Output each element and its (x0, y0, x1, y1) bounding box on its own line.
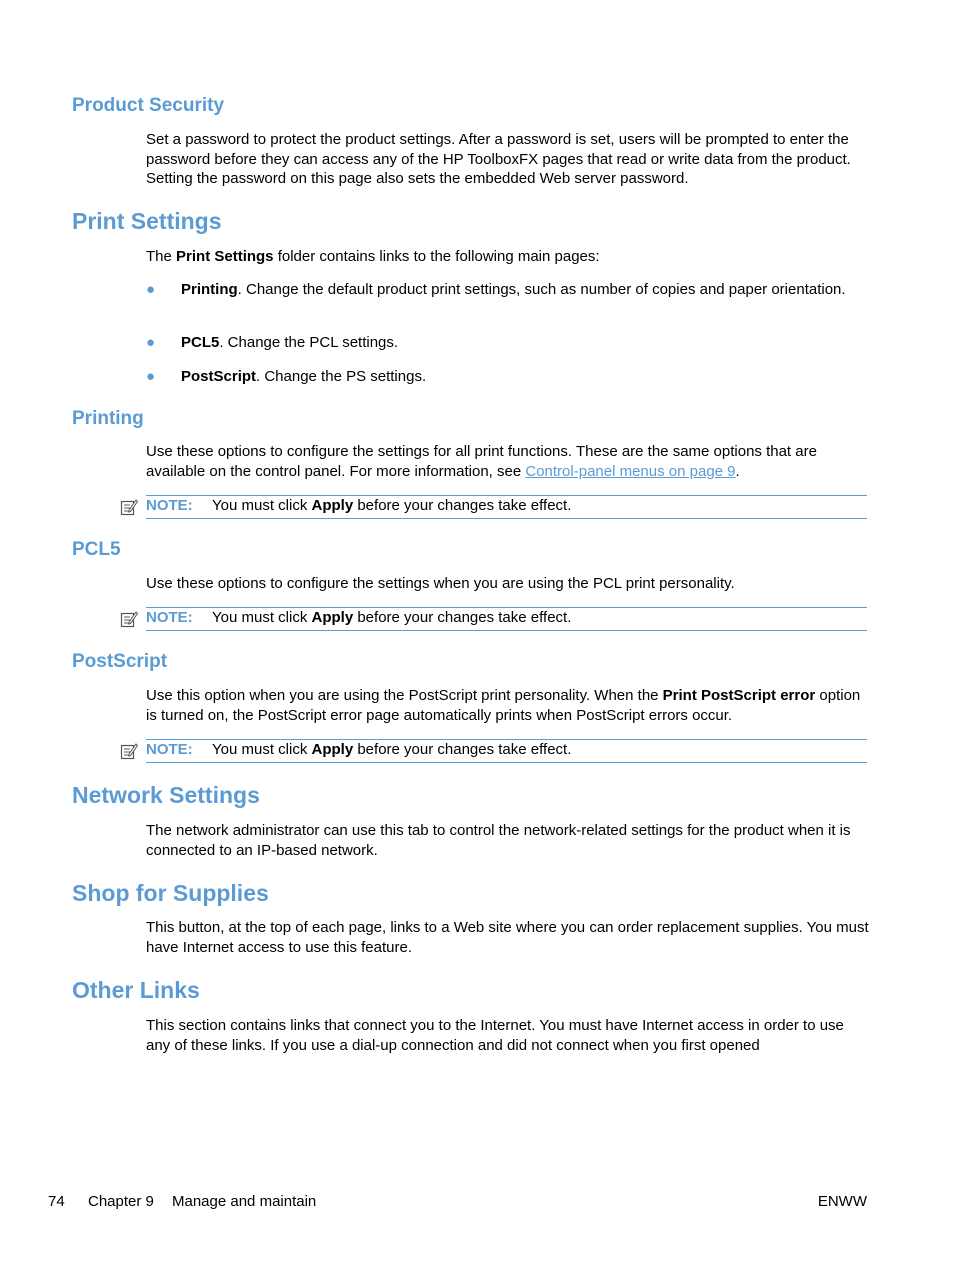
paragraph-print-settings-intro (146, 247, 871, 267)
note-label: NOTE: (146, 609, 193, 626)
paragraph-pcl5: Use these options to configure the settings when you are using the PCL print personality. (146, 575, 735, 592)
list-item-text (181, 367, 871, 387)
note-box (120, 607, 867, 629)
note-rule-bottom (146, 518, 867, 519)
printing-body-end: . (735, 462, 740, 480)
note-icon (120, 742, 138, 760)
note-text (212, 608, 571, 628)
note-text (212, 740, 571, 760)
list-item-desc: . Change the default product print settings, such as number of copies and paper orientation. (237, 281, 846, 298)
note-label: NOTE: (146, 497, 193, 514)
note-rule-bottom (146, 630, 867, 631)
heading-print-settings: Print Settings (72, 208, 222, 234)
printing-body: Use these options to configure the settings for all print functions. These are the same options that are available on the control panel. For more information, see (146, 443, 817, 480)
note-post: before your changes take effect. (353, 497, 572, 514)
postscript-post: option is turned on, the PostScript error page automatically prints when PostScript errors occur. (146, 687, 861, 724)
list-item-text (181, 280, 871, 300)
note-box (120, 495, 867, 517)
note-text (212, 496, 571, 516)
footer-chapter: Chapter 9 (88, 1193, 154, 1210)
footer-page-number: 74 (48, 1193, 65, 1210)
note-bold: Apply (311, 497, 354, 514)
note-post: before your changes take effect. (353, 609, 572, 626)
paragraph-network-settings: The network administrator can use this tab to control the network-related settings for the product when it is connected to an IP-based network. (146, 822, 851, 859)
note-bold: Apply (311, 741, 354, 758)
note-icon (120, 610, 138, 628)
note-post: before your changes take effect. (353, 741, 572, 758)
heading-shop-for-supplies: Shop for Supplies (72, 880, 269, 906)
list-item-bold: Printing (181, 281, 238, 298)
heading-postscript: PostScript (72, 651, 168, 672)
paragraph-product-security: Set a password to protect the product settings. After a password is set, users will be prompted to enter the password before they can access any of the HP ToolboxFX pages that read or write data from the product. Setting the password on this page also sets the embedded Web server password. (146, 131, 851, 187)
heading-network-settings: Network Settings (72, 782, 260, 808)
bullet-icon: ● (146, 334, 156, 351)
note-label: NOTE: (146, 741, 193, 758)
link-control-panel-menus[interactable]: Control-panel menus on page 9 (525, 462, 736, 480)
list-item-bold: PCL5 (181, 334, 220, 351)
heading-printing: Printing (72, 408, 144, 429)
note-pre: You must click (212, 497, 312, 514)
postscript-bold: Print PostScript error (662, 687, 816, 704)
heading-pcl5: PCL5 (72, 539, 121, 560)
paragraph-postscript (146, 686, 871, 725)
note-pre: You must click (212, 609, 312, 626)
list-item-desc: . Change the PCL settings. (219, 334, 399, 351)
heading-other-links: Other Links (72, 977, 200, 1003)
list-item-bold: PostScript (181, 368, 257, 385)
list-item-text (181, 333, 871, 353)
footer-enww: ENWW (817, 1193, 867, 1210)
intro-post: folder contains links to the following main pages: (273, 248, 600, 265)
note-bold: Apply (311, 609, 354, 626)
note-box (120, 739, 867, 761)
postscript-pre: Use this option when you are using the PostScript print personality. When the (146, 687, 663, 704)
intro-bold: Print Settings (176, 248, 274, 265)
intro-pre: The (146, 248, 177, 265)
paragraph-printing (146, 442, 871, 481)
paragraph-other-links: This section contains links that connect you to the Internet. You must have Internet access in order to use any of these links. If you use a dial-up connection and did not connect when you first opened (146, 1017, 844, 1054)
footer-chapter-title: Manage and maintain (172, 1193, 317, 1210)
bullet-icon: ● (146, 281, 156, 298)
note-pre: You must click (212, 741, 312, 758)
paragraph-shop-for-supplies: This button, at the top of each page, links to a Web site where you can order replacement supplies. You must have Internet access to use this feature. (146, 919, 869, 956)
bullet-icon: ● (146, 368, 156, 385)
heading-product-security: Product Security (72, 95, 225, 116)
note-rule-bottom (146, 762, 867, 763)
note-icon (120, 498, 138, 516)
list-item-desc: . Change the PS settings. (256, 368, 427, 385)
